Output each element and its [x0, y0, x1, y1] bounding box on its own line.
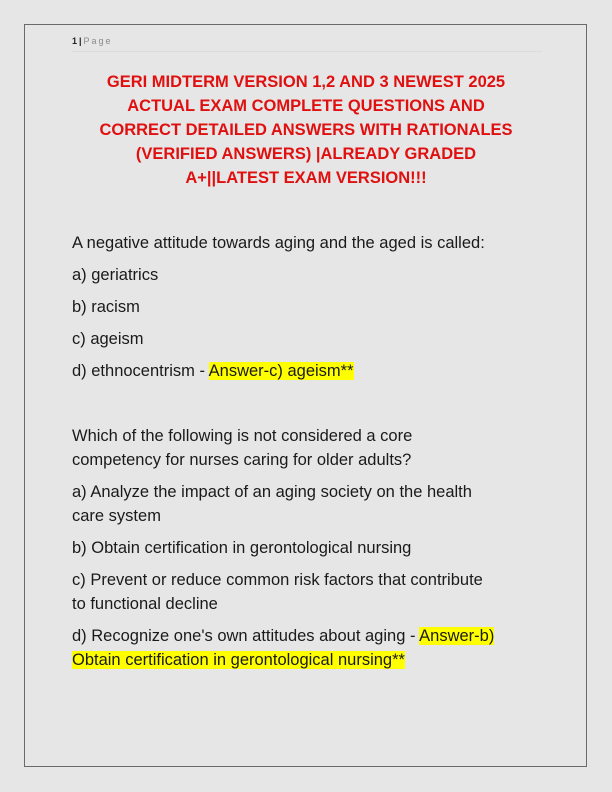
title-line: ACTUAL EXAM COMPLETE QUESTIONS AND — [127, 97, 485, 115]
answer-continuation — [72, 648, 542, 672]
question-2 — [72, 424, 542, 672]
header-separator: | — [79, 36, 82, 46]
option-a: a) geriatrics — [72, 266, 159, 284]
option-b: b) racism — [72, 298, 140, 316]
page-header — [72, 36, 542, 52]
document-title — [72, 70, 540, 190]
option-d-text: d) ethnocentrism - — [72, 362, 209, 380]
answer-highlight: Obtain certification in gerontological nursing** — [72, 651, 405, 669]
question-prompt-line: Which of the following is not considered a core — [72, 427, 413, 445]
answer-highlight: Answer-b) — [419, 627, 495, 645]
option-b: b) Obtain certification in gerontological nursing — [72, 539, 412, 557]
option-c-line: c) Prevent or reduce common risk factors that contribute — [72, 571, 483, 589]
option-d-text: d) Recognize one's own attitudes about aging - — [72, 627, 420, 645]
question-prompt-line: competency for nurses caring for older adults? — [72, 451, 412, 469]
title-line: A+||LATEST EXAM VERSION!!! — [185, 169, 427, 187]
question-prompt: A negative attitude towards aging and the aged is called: — [72, 234, 485, 252]
page-label: Page — [83, 36, 113, 46]
option-d — [72, 359, 542, 383]
answer-highlight: Answer-c) ageism** — [208, 362, 354, 380]
option-a-line: care system — [72, 507, 161, 525]
option-d — [72, 624, 542, 648]
title-line: GERI MIDTERM VERSION 1,2 AND 3 NEWEST 2025 — [106, 73, 506, 91]
page-number: 1 — [72, 36, 78, 46]
option-c: c) ageism — [72, 330, 144, 348]
option-a-line: a) Analyze the impact of an aging society on the health — [72, 483, 472, 501]
title-line: (VERIFIED ANSWERS) |ALREADY GRADED — [135, 145, 477, 163]
option-c-line: to functional decline — [72, 595, 218, 613]
title-line: CORRECT DETAILED ANSWERS WITH RATIONALES — [99, 121, 513, 139]
question-1 — [72, 231, 542, 383]
